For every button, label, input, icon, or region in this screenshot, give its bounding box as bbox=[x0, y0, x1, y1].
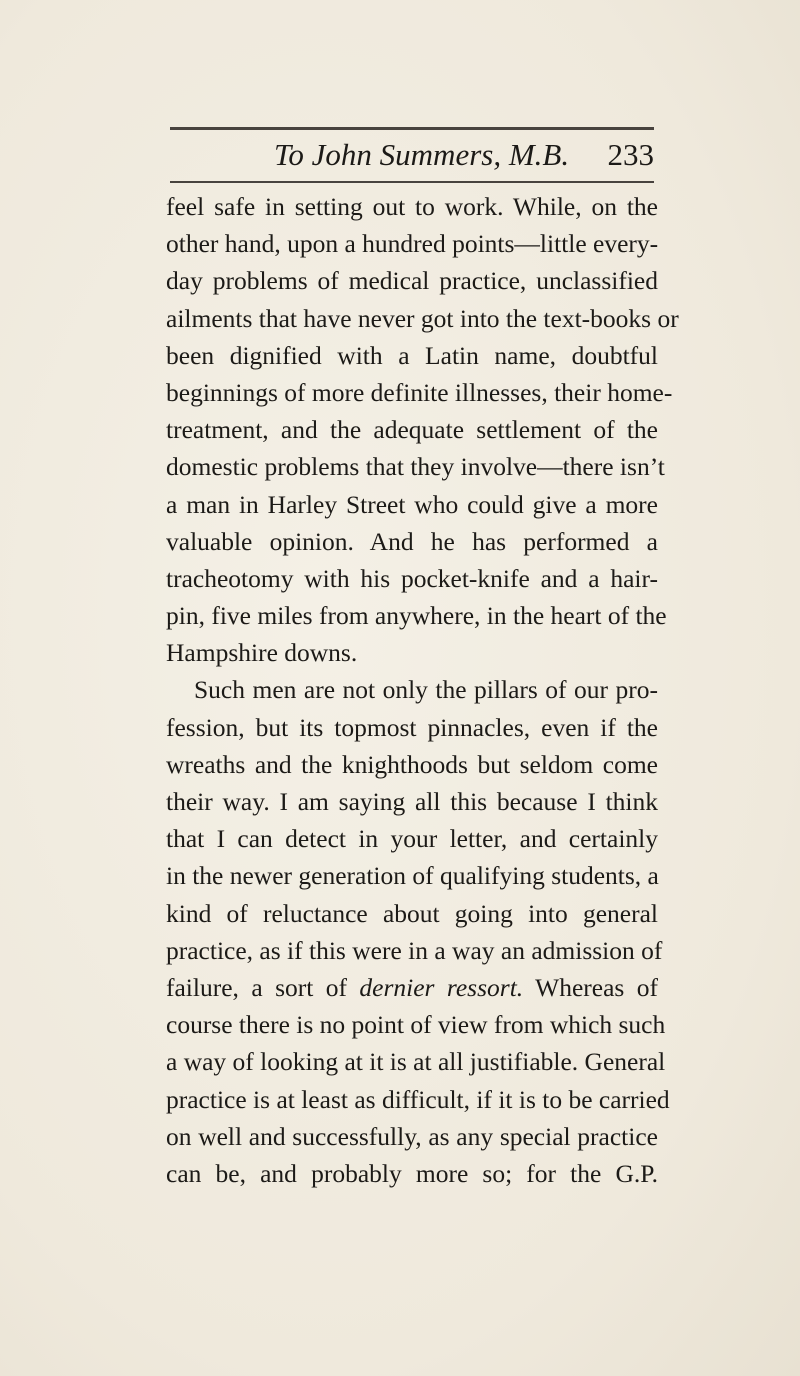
text-line: day problems of medical practice, unclassified bbox=[166, 266, 658, 296]
running-head-to: To bbox=[274, 137, 304, 172]
text-line: course there is no point of view from which such bbox=[166, 1010, 666, 1040]
body-text bbox=[166, 188, 679, 1192]
text-line: practice is at least as difficult, if it is to be carried bbox=[166, 1084, 670, 1114]
header-top-rule bbox=[170, 127, 654, 130]
text-line: in the newer generation of qualifying students, a bbox=[166, 861, 659, 891]
text-line-paragraph-start: Such men are not only the pillars of our pro- bbox=[194, 675, 658, 705]
text-line: on well and successfully, as any special practice bbox=[166, 1121, 658, 1151]
text-line: been dignified with a Latin name, doubtful bbox=[166, 340, 658, 370]
text-line: practice, as if this were in a way an admission of bbox=[166, 935, 663, 965]
page-number: 233 bbox=[607, 137, 654, 172]
running-head bbox=[274, 133, 569, 177]
text-line: valuable opinion. And he has performed a bbox=[166, 526, 658, 556]
text-line: feel safe in setting out to work. While, on the bbox=[166, 192, 658, 221]
text-line: ailments that have never got into the text-books or bbox=[166, 303, 679, 333]
text-line-paragraph-end: Hampshire downs. bbox=[166, 638, 358, 668]
text-line: that I can detect in your letter, and certainly bbox=[166, 824, 658, 854]
text-line: treatment, and the adequate settlement of the bbox=[166, 415, 658, 445]
text-segment: Whereas of bbox=[535, 972, 658, 1002]
text-line: pin, five miles from anywhere, in the heart of the bbox=[166, 601, 667, 631]
running-head-name: John Summers, bbox=[311, 137, 502, 172]
text-line: their way. I am saying all this because I think bbox=[166, 787, 658, 816]
header-bottom-rule bbox=[170, 181, 654, 183]
running-head-degree: M.B. bbox=[508, 137, 570, 172]
text-line: a man in Harley Street who could give a more bbox=[166, 489, 658, 519]
text-line: beginnings of more definite illnesses, their home- bbox=[166, 377, 673, 407]
text-line-mixed bbox=[166, 969, 658, 1006]
text-line: fession, but its topmost pinnacles, even if the bbox=[166, 712, 658, 742]
text-line: domestic problems that they involve—there isn’t bbox=[166, 452, 665, 482]
text-line: a way of looking at it is at all justifiable. General bbox=[166, 1047, 666, 1077]
text-line: wreaths and the knighthoods but seldom come bbox=[166, 749, 658, 779]
text-line: kind of reluctance about going into general bbox=[166, 898, 658, 928]
text-line: tracheotomy with his pocket-knife and a hair- bbox=[166, 563, 658, 593]
text-segment: failure, a sort of bbox=[166, 972, 347, 1002]
text-line: can be, and probably more so; for the G.P. bbox=[166, 1158, 658, 1188]
page-header bbox=[170, 133, 654, 177]
text-line: other hand, upon a hundred points—little every- bbox=[166, 229, 659, 259]
italic-phrase: dernier ressort. bbox=[359, 972, 524, 1002]
